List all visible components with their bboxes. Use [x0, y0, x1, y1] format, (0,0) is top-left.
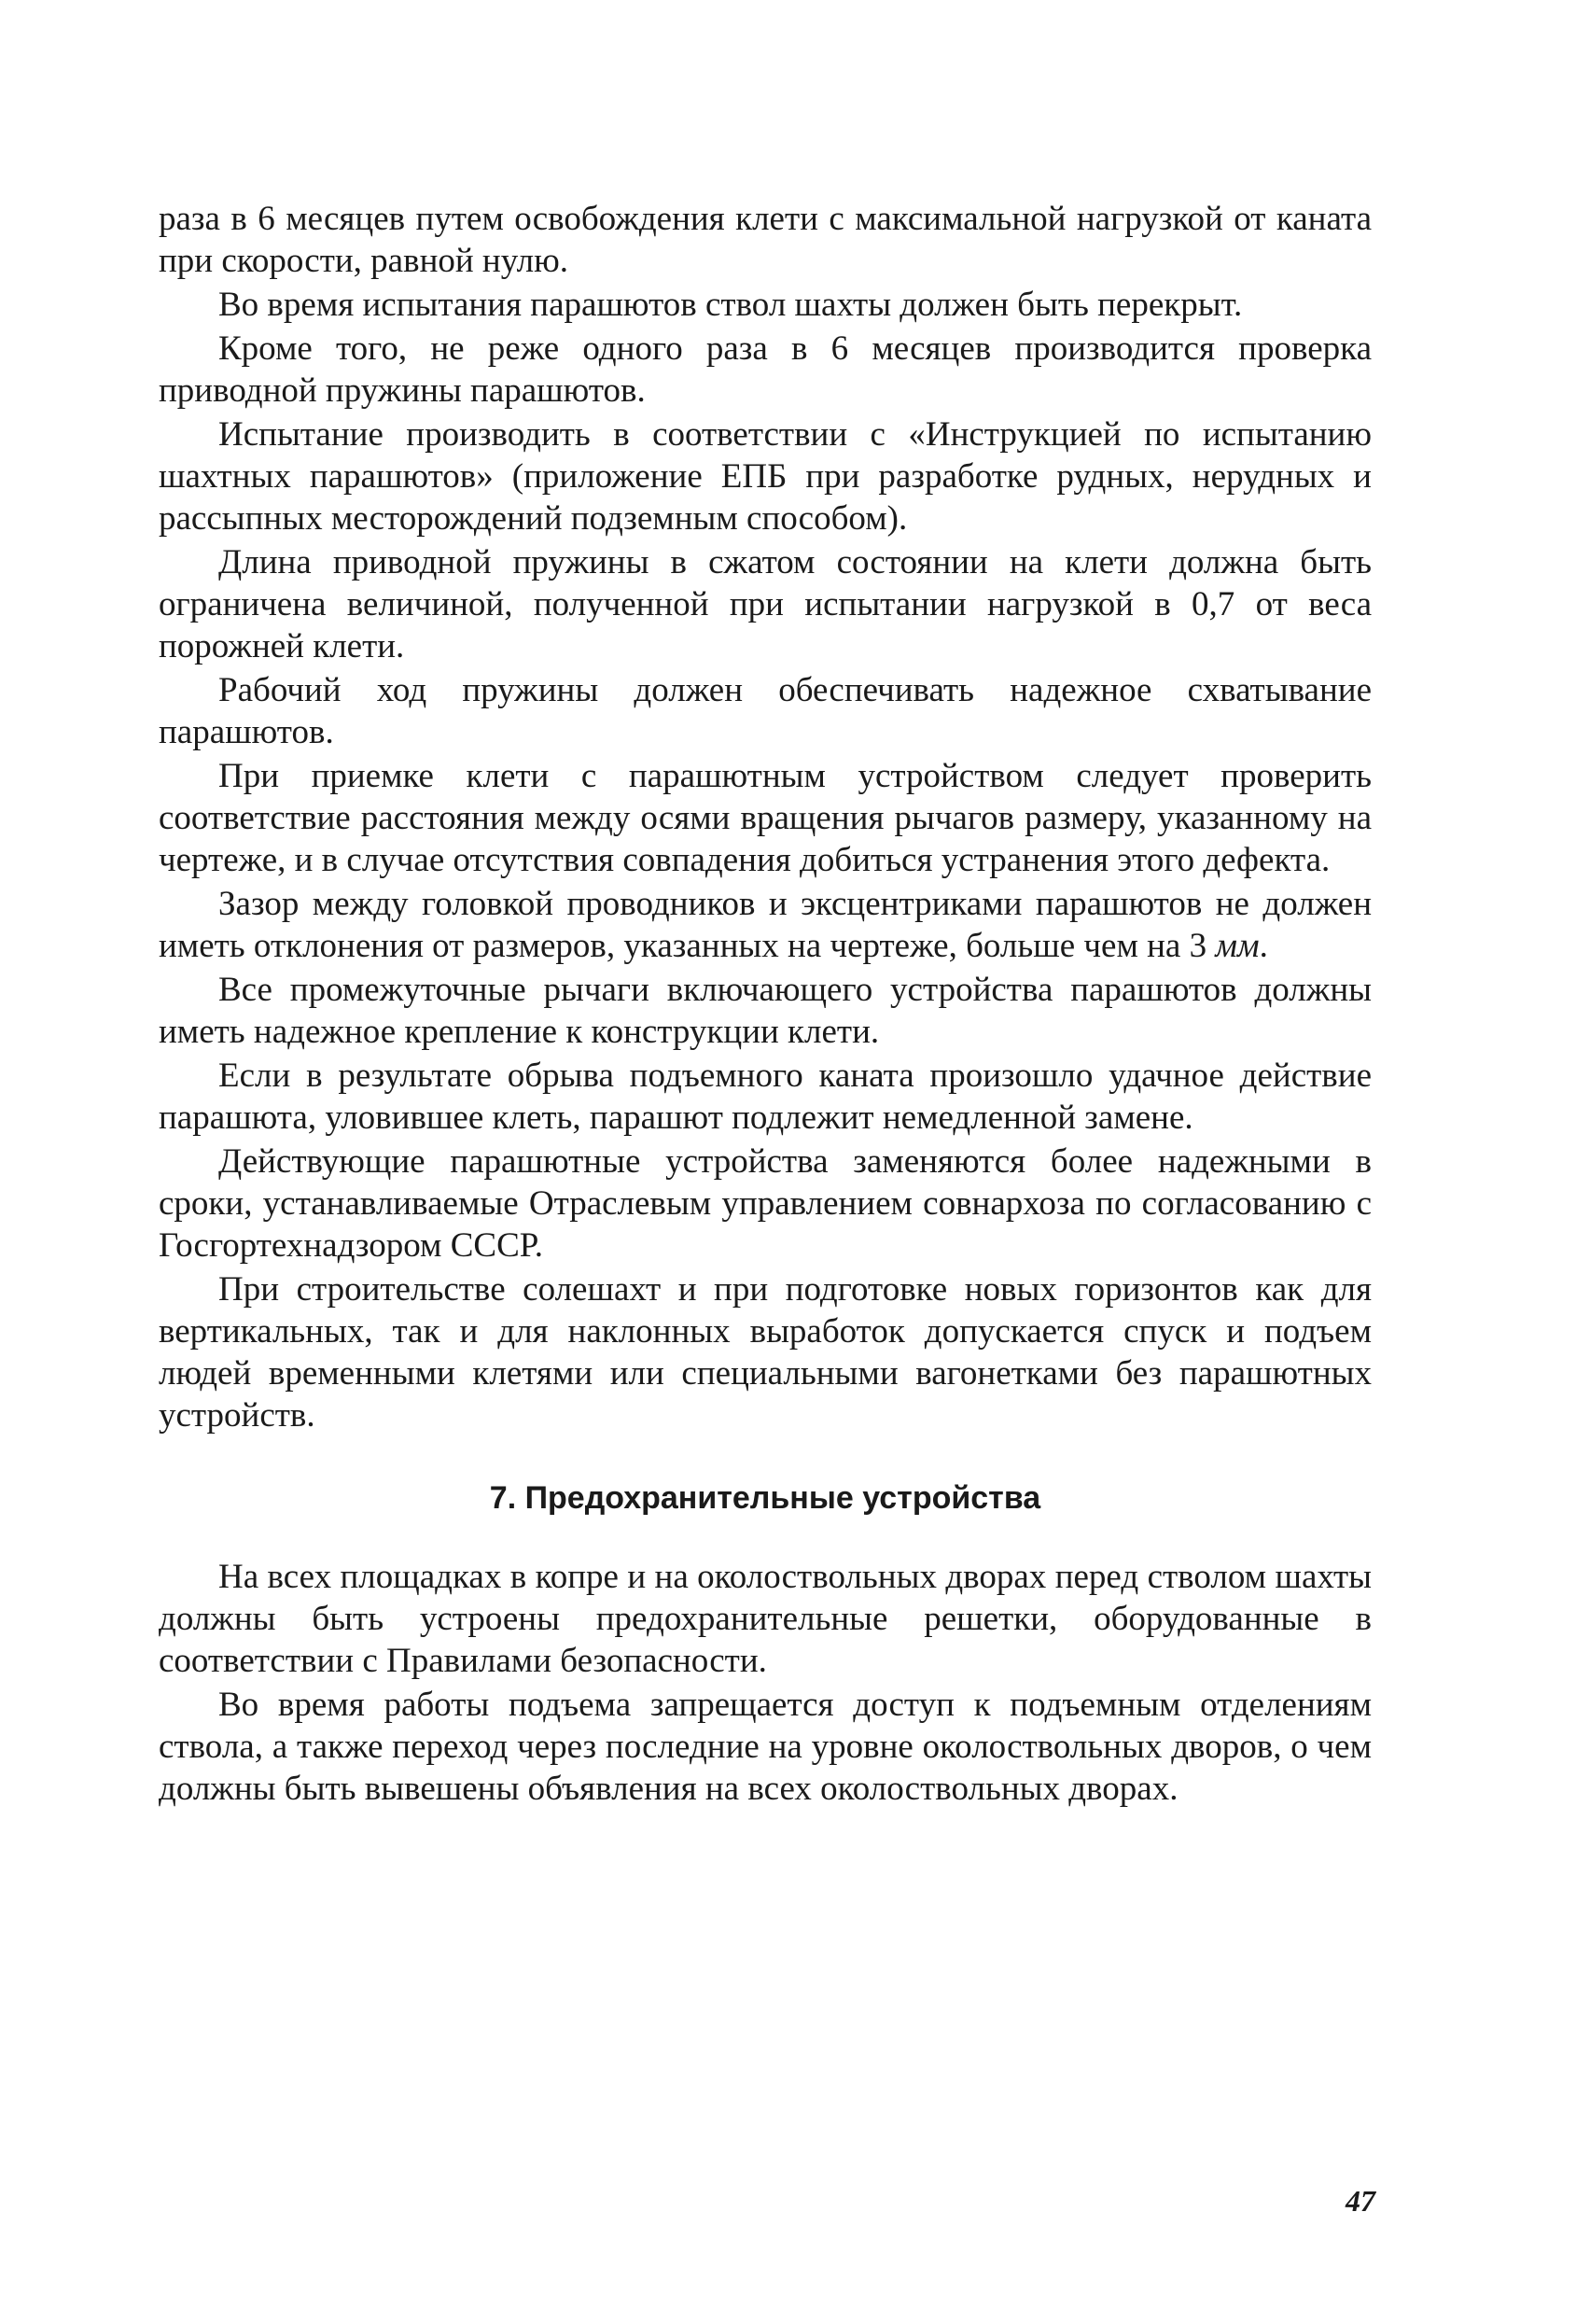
page-number: 47: [1346, 2184, 1375, 2218]
paragraph-acceptance: При приемке клети с парашютным устройством следует проверить соответствие расстояния между осями вращения рычагов размеру, указанному на чертеже, и в случае отсутствия совпадения добиться устранения этого дефекта.: [159, 757, 1372, 879]
section-title: 7. Предохранительные устройства: [489, 1480, 1041, 1516]
paragraph-access-ban: Во время работы подъема запрещается доступ к подъемным отделениям ствола, а также переход через последние на уровне околоствольных дворов, о чем должны быть вывешены объявления на всех околоствольных дворах.: [159, 1686, 1372, 1808]
paragraph-test-instruction: Испытание производить в соответствии с «Инструкцией по испытанию шахтных парашютов» (приложение ЕПБ при разработке рудных, нерудных и рассыпных месторождений подземным способом).: [159, 415, 1372, 538]
paragraph-working-stroke: Рабочий ход пружины должен обеспечивать надежное схватывание парашютов.: [159, 671, 1372, 751]
paragraph-levers: Все промежуточные рычаги включающего устройства парашютов должны иметь надежное крепление к конструкции клети.: [159, 971, 1372, 1051]
paragraph-spring-check: Кроме того, не реже одного раза в 6 месяцев производится проверка приводной пружины парашютов.: [159, 329, 1372, 410]
paragraph-gap-text: Зазор между головкой проводников и эксцентриками парашютов не должен иметь отклонения от размеров, указанных на чертеже, больше чем на 3: [159, 885, 1372, 965]
paragraph-gap: [159, 883, 1372, 967]
paragraph-continued: раза в 6 месяцев путем освобождения клети с максимальной нагрузкой от каната при скорости, равной нулю.: [159, 200, 1372, 280]
paragraph-replacement: Действующие парашютные устройства заменяются более надежными в сроки, устанавливаемые Отраслевым управлением совнархоза по согласованию с Госгортехнадзором СССР.: [159, 1142, 1372, 1265]
paragraph-gap-end: .: [1259, 927, 1268, 965]
paragraph-construction: При строительстве солешахт и при подготовке новых горизонтов как для вертикальных, так и для наклонных выработок допускается спуск и подъем людей временными клетями или специальными вагонетками без парашютных устройств.: [159, 1270, 1372, 1435]
unit-mm: мм: [1215, 927, 1260, 965]
paragraph-spring-length: Длина приводной пружины в сжатом состоянии на клети должна быть ограничена величиной, полученной при испытании нагрузкой в 0,7 от веса порожней клети.: [159, 543, 1372, 665]
paragraph-shaft-closure: Во время испытания парашютов ствол шахты должен быть перекрыт.: [218, 286, 1243, 324]
text-column: [159, 198, 1372, 1812]
paragraph-safety-grates: На всех площадках в копре и на околоствольных дворах перед стволом шахты должны быть устроены предохранительные решетки, оборудованные в соответствии с Правилами безопасности.: [159, 1558, 1372, 1680]
paragraph-rope-break: Если в результате обрыва подъемного каната произошло удачное действие парашюта, уловившее клеть, парашют подлежит немедленной замене.: [159, 1057, 1372, 1137]
